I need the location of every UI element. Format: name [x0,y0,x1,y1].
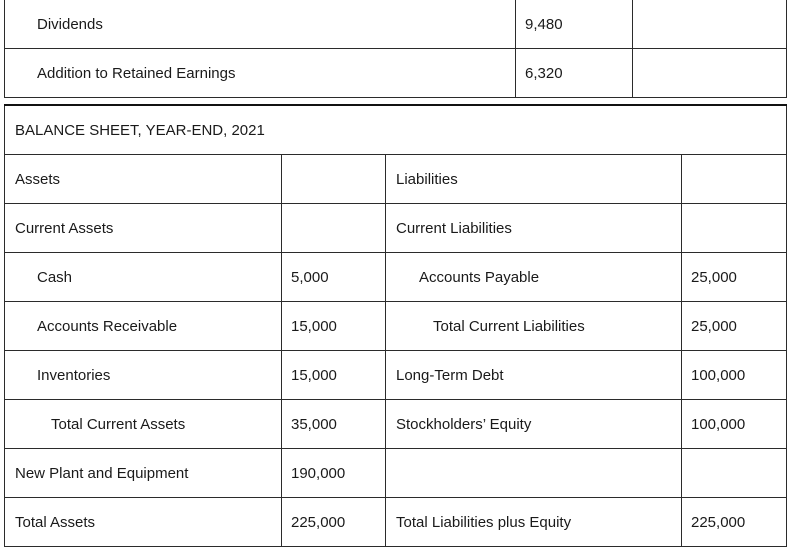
asset-label: Current Assets [5,204,282,253]
liability-value: 25,000 [682,302,787,351]
liability-label: Current Liabilities [386,204,682,253]
liability-label: Liabilities [386,155,682,204]
liability-label [386,449,682,498]
retained-earnings-value: 6,320 [516,49,633,98]
dividends-extra [633,0,787,49]
asset-value: 35,000 [282,400,386,449]
table-row [5,0,787,49]
liability-label: Stockholders’ Equity [386,400,682,449]
liability-value: 25,000 [682,253,787,302]
dividends-value: 9,480 [516,0,633,49]
table-row [5,155,787,204]
asset-value: 5,000 [282,253,386,302]
asset-label: Inventories [5,351,282,400]
liability-value: 100,000 [682,400,787,449]
retained-earnings-extra [633,49,787,98]
income-statement-table [4,0,787,98]
asset-value: 15,000 [282,351,386,400]
table-row [5,49,787,98]
table-row [5,351,787,400]
asset-value: 190,000 [282,449,386,498]
table-row [5,400,787,449]
balance-sheet-table [4,104,787,547]
liability-value: 225,000 [682,498,787,547]
asset-value [282,204,386,253]
liability-label: Total Liabilities plus Equity [386,498,682,547]
dividends-label: Dividends [5,0,516,49]
asset-label: Total Assets [5,498,282,547]
liability-label: Total Current Liabilities [386,302,682,351]
table-row [5,302,787,351]
table-row [5,253,787,302]
liability-label: Long-Term Debt [386,351,682,400]
retained-earnings-label: Addition to Retained Earnings [5,49,516,98]
table-row [5,498,787,547]
liability-value: 100,000 [682,351,787,400]
asset-value: 225,000 [282,498,386,547]
liability-value [682,204,787,253]
liability-label: Accounts Payable [386,253,682,302]
table-row [5,204,787,253]
table-row [5,449,787,498]
liability-value [682,449,787,498]
balance-sheet-title: BALANCE SHEET, YEAR-END, 2021 [5,105,787,155]
asset-label: Total Current Assets [5,400,282,449]
asset-value [282,155,386,204]
asset-label: New Plant and Equipment [5,449,282,498]
asset-value: 15,000 [282,302,386,351]
table-row [5,105,787,155]
asset-label: Accounts Receivable [5,302,282,351]
asset-label: Cash [5,253,282,302]
liability-value [682,155,787,204]
asset-label: Assets [5,155,282,204]
